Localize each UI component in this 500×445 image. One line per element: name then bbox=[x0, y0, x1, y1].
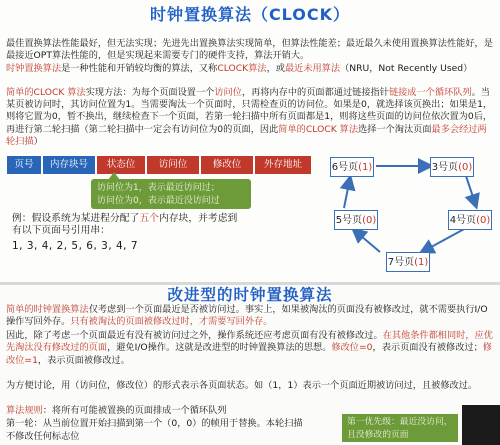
p2-text-2: ，避免I/O操作。这就是改进型的时钟置换算法的思想。 bbox=[107, 342, 332, 354]
video-overlay-corner bbox=[462, 405, 500, 445]
intro-text-3: ，或 bbox=[266, 63, 285, 74]
top-slide-title: 时钟置换算法（CLOCK） bbox=[149, 5, 351, 24]
simple-clock-term-3: 简单的时钟置换算法 bbox=[6, 304, 89, 315]
round-1-tail-text: 不修改任何标志位 bbox=[6, 431, 80, 442]
clock-page-6 bbox=[330, 157, 374, 177]
col-status-bit: 状态位 bbox=[96, 155, 146, 175]
desc-text-5: ） bbox=[33, 135, 43, 147]
col-modify-bit: 修改位 bbox=[200, 155, 254, 175]
clock-page-5 bbox=[334, 210, 378, 230]
example-text bbox=[12, 213, 242, 237]
prefer-unmodified-term: 在其他条件都相同时，应优先淘汰没有修改过的页面 bbox=[6, 330, 493, 354]
p2-text-3: ，表示页面没有被修改过； bbox=[372, 342, 483, 354]
intro-paragraph-2 bbox=[6, 63, 494, 75]
two-rounds-term: 最多会经过两轮扫描 bbox=[6, 123, 487, 147]
intro-paragraph-1 bbox=[6, 38, 494, 62]
improved-paragraph-1 bbox=[6, 304, 494, 329]
round-1-rule bbox=[6, 418, 342, 430]
page-access-bit: (0) bbox=[476, 215, 491, 226]
p3-text: 为方便讨论，用（访问位，修改位）的形式表示各页面状态。如（1，1）表示一个页面近期被访问过，且被修改过。 bbox=[6, 380, 478, 391]
clock-page-4 bbox=[448, 210, 492, 230]
clock-description bbox=[6, 87, 494, 148]
col-access-bit: 访问位 bbox=[146, 155, 200, 175]
access-bit-term: 访问位 bbox=[214, 87, 242, 98]
rule-term: 算法规则 bbox=[6, 405, 43, 416]
note-line-2: 访问位为0，表示最近没访问过 bbox=[97, 195, 220, 206]
col-frame-number: 内存块号 bbox=[42, 155, 96, 175]
page-label: 5号页 bbox=[335, 215, 363, 226]
note-line-1: 访问位为1，表示最近访问过； bbox=[97, 183, 220, 193]
circular-queue-term: 链接成一个循环队列 bbox=[388, 87, 472, 98]
arrow-4-to-7 bbox=[422, 228, 466, 252]
intro-text-1: 最佳置换算法性能最好，但无法实现；先进先出置换算法实现简单，但算法性能差；最近最久未使用置换算法性能好，是最接近OPT算法性能的，但是实现起来需要专门的硬件支持，算法开销大。 bbox=[6, 38, 493, 62]
modify-bit-0-term: 修改位=0 bbox=[331, 342, 373, 354]
access-bit-note bbox=[91, 179, 251, 209]
round-1-text: 第一轮：从当前位置开始扫描到第一个（0，0）的帧用于替换。本轮扫描 bbox=[6, 418, 303, 429]
improved-paragraph-3 bbox=[6, 380, 494, 392]
page-label: 3号页 bbox=[431, 162, 459, 173]
simple-clock-term-2: 简单的CLOCK 算法 bbox=[278, 123, 359, 135]
example-text-2: 内存块，并考虑到有以下页面号引用串： bbox=[12, 213, 238, 236]
desc-text-2: ，再将内存中的页面都通过链接指针 bbox=[241, 87, 389, 98]
desc-text-1: 实现方法：为每个页面设置一个 bbox=[85, 87, 215, 98]
clock-name-term: CLOCK算法 bbox=[217, 63, 267, 74]
reference-string: 1, 3, 4, 2, 5, 6, 3, 4, 7 bbox=[12, 240, 139, 252]
example-text-1: 例：假设系统为某进程分配了 bbox=[12, 213, 140, 224]
clock-page-7 bbox=[386, 252, 430, 272]
nru-expansion: （NRU，Not Recently Used） bbox=[340, 63, 473, 74]
callout-line-1: 第一优先级：最近没访问， bbox=[347, 417, 453, 427]
writeback-term: 只有被淘汰的页面被修改过时，才需要写回外存。 bbox=[70, 316, 273, 328]
page-access-bit: (0) bbox=[458, 162, 473, 173]
page-label: 6号页 bbox=[331, 162, 359, 173]
arrow-3-to-4 bbox=[466, 176, 476, 206]
five-frames-term: 五个 bbox=[139, 213, 159, 224]
page-access-bit: (1) bbox=[358, 162, 373, 173]
arrow-7-to-5 bbox=[354, 230, 380, 252]
priority-callout bbox=[342, 414, 458, 442]
page-table-header bbox=[6, 155, 312, 175]
p2-text-1: 因此，除了考虑一个页面最近有没有被访问过之外，操作系统还应考虑页面有没有被修改过。 bbox=[6, 330, 383, 341]
round-1-tail bbox=[6, 431, 342, 443]
bottom-slide-title: 改进型的时钟置换算法 bbox=[167, 286, 333, 304]
page-access-bit: (0) bbox=[362, 215, 377, 226]
clock-algorithm-term: 时钟置换算法 bbox=[6, 63, 62, 74]
page-access-bit: (1) bbox=[414, 257, 429, 268]
improved-paragraph-2 bbox=[6, 330, 494, 367]
desc-text-3: 。当某页被访问时，其访问位置为1。当需要淘汰一个页面时，只需检查页的访问位。如果是0，就选择该页换出；如果是1，则将它置为0，暂不换出，继续检查下一个页面，若第一轮扫描中所有页面都是1，则将这些页面的访问位依次置为0后，再进行第二轮扫描（第二轮扫描中一定会有访问位为0的页面，因此 bbox=[6, 87, 493, 135]
algorithm-rule bbox=[6, 405, 346, 417]
p1-text: 仅考虑到一个页面最近是否被访问过。事实上，如果被淘汰的页面没有被修改过，就不需要执行I/O操作写回外存。 bbox=[6, 304, 488, 328]
page-label: 4号页 bbox=[449, 215, 477, 226]
p2-text-4: ，表示页面被修改过。 bbox=[37, 354, 130, 366]
page-label: 7号页 bbox=[387, 257, 415, 268]
col-page-number: 页号 bbox=[6, 155, 42, 175]
desc-text-4: 选择一个淘汰页面 bbox=[358, 123, 432, 135]
clock-page-3 bbox=[430, 157, 474, 177]
callout-line-2: 且没修改的页面 bbox=[347, 429, 409, 440]
simple-clock-term: 简单的CLOCK 算法 bbox=[6, 87, 86, 98]
modify-bit-1-term: 修改位=1 bbox=[6, 342, 492, 366]
rule-text: ：将所有可能被置换的页面排成一个循环队列 bbox=[42, 405, 227, 416]
arrow-5-to-6 bbox=[344, 178, 350, 208]
nru-term: 最近未用算法 bbox=[284, 63, 341, 74]
col-external-address: 外存地址 bbox=[254, 155, 312, 175]
intro-text-2: 是一种性能和开销较均衡的算法，又称 bbox=[61, 63, 218, 74]
